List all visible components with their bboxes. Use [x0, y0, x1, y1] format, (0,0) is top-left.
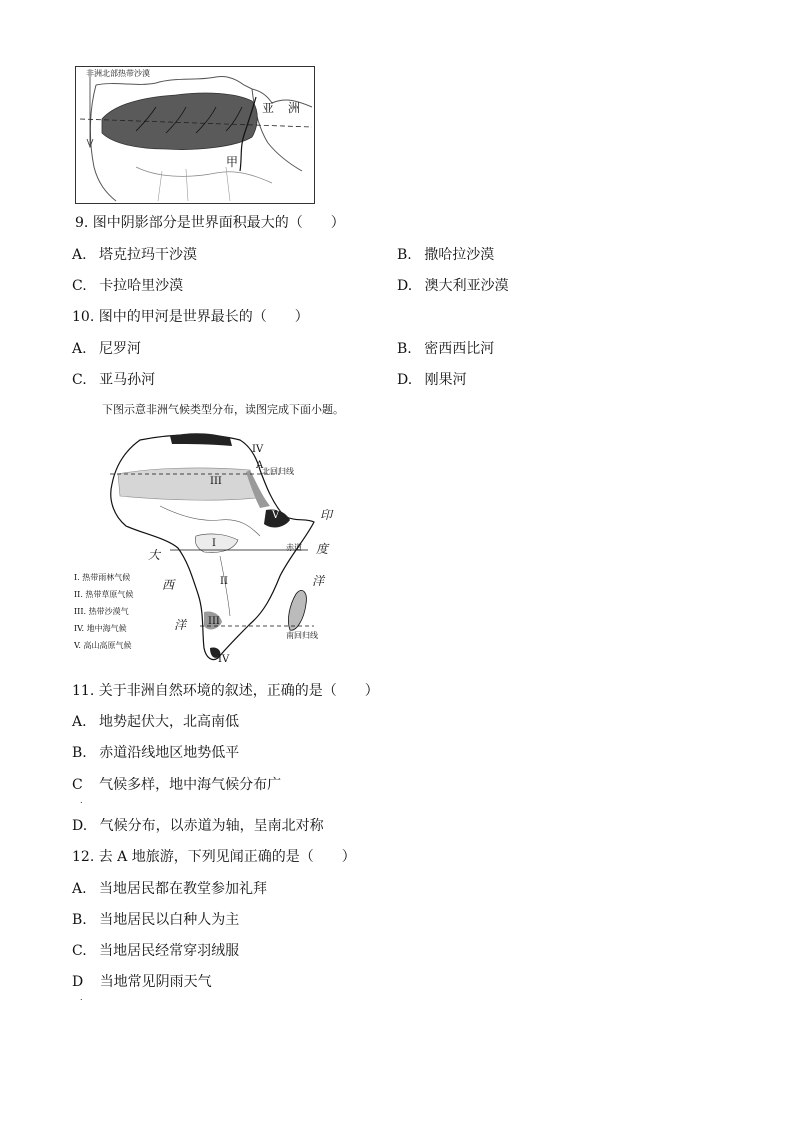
option-text: 密西西比河 — [424, 341, 495, 357]
option-letter: D. — [72, 818, 88, 834]
q11-option-b[interactable] — [72, 744, 239, 762]
label-iv-north: IV — [252, 444, 264, 455]
option-text: 气候多样，地中海气候分布广 — [99, 777, 282, 793]
label-equator: 赤道 — [286, 543, 302, 552]
stray-dot: . — [80, 993, 83, 1002]
legend-item: V. 高山高原气候 — [74, 641, 132, 650]
label-iii-south: III — [208, 616, 220, 627]
q11-option-a[interactable] — [72, 713, 239, 731]
q12-option-b[interactable] — [72, 911, 239, 929]
sahel-border — [136, 167, 272, 183]
label-yang2: 洋 — [174, 618, 187, 632]
option-text: 当地居民都在教堂参加礼拜 — [99, 881, 268, 897]
option-letter: A. — [72, 247, 87, 263]
stray-dot: . — [80, 796, 83, 805]
climate-intro-text: 下图示意非洲气候类型分布，读图完成下面小题。 — [102, 403, 344, 416]
option-text: 当地常见阴雨天气 — [99, 974, 212, 990]
option-letter: A. — [72, 714, 87, 730]
option-text: 塔克拉玛干沙漠 — [99, 247, 198, 263]
option-letter: B. — [72, 912, 87, 928]
label-yang: 洋 — [312, 574, 325, 588]
q10-option-c[interactable] — [72, 371, 155, 389]
q9-option-c[interactable] — [72, 277, 183, 295]
label-da: 大 — [148, 548, 161, 562]
q9-option-a[interactable] — [72, 246, 197, 264]
africa-climate-map — [74, 426, 350, 672]
question-11-stem: 11. 关于非洲自然环境的叙述，正确的是（ ） — [72, 683, 379, 699]
option-letter: B. — [397, 341, 412, 357]
option-text: 当地居民经常穿羽绒服 — [99, 943, 240, 959]
option-letter: C. — [72, 372, 87, 388]
label-i: I — [212, 538, 216, 549]
option-letter: B. — [72, 745, 87, 761]
label-xi: 西 — [162, 578, 175, 592]
legend-item: I. 热带雨林气候 — [74, 573, 131, 582]
label-iii-north: III — [210, 476, 222, 487]
zone-iii-north — [118, 468, 256, 500]
legend-item: II. 热带草原气候 — [74, 590, 134, 599]
option-letter: C — [72, 777, 83, 793]
option-letter: D. — [397, 278, 413, 294]
q10-option-d[interactable] — [397, 371, 467, 389]
option-text: 澳大利亚沙漠 — [424, 278, 509, 294]
option-letter: C. — [72, 943, 87, 959]
climate-legend — [74, 572, 133, 651]
option-letter: D. — [397, 372, 413, 388]
option-text: 尼罗河 — [99, 341, 142, 357]
option-letter: C. — [72, 278, 87, 294]
option-letter: A. — [72, 341, 87, 357]
label-yin: 印 — [320, 508, 333, 522]
q9-option-d[interactable] — [397, 277, 509, 295]
option-letter: A. — [72, 881, 87, 897]
question-12-stem: 12. 去 A 地旅游，下列见闻正确的是（ ） — [72, 849, 356, 865]
q12-option-c[interactable] — [72, 942, 239, 960]
question-10-stem: 10. 图中的甲河是世界最长的（ ） — [72, 309, 309, 325]
label-jia: 甲 — [226, 155, 239, 169]
q9-option-b[interactable] — [397, 246, 494, 264]
figure1-title: 非洲北部热带沙漠 — [86, 69, 150, 78]
option-text: 地势起伏大，北高南低 — [99, 714, 240, 730]
legend-item: III. 热带沙漠气 — [74, 607, 129, 616]
sahara-map-figure — [75, 66, 315, 204]
option-text: 气候分布，以赤道为轴，呈南北对称 — [99, 818, 324, 834]
q12-option-d[interactable] — [72, 973, 212, 991]
label-a: A — [256, 460, 264, 471]
label-asia-2: 洲 — [288, 101, 301, 115]
option-text: 赤道沿线地区地势低平 — [99, 745, 240, 761]
label-v: V — [272, 510, 280, 521]
sahara-map-svg — [76, 67, 314, 203]
madagascar — [288, 590, 306, 630]
option-text: 亚马孙河 — [99, 372, 156, 388]
option-text: 刚果河 — [424, 372, 467, 388]
label-south-tropic: 南回归线 — [286, 631, 318, 640]
option-text: 卡拉哈里沙漠 — [99, 278, 184, 294]
q10-option-a[interactable] — [72, 340, 141, 358]
q12-option-a[interactable] — [72, 880, 267, 898]
question-9-stem: 9. 图中阴影部分是世界面积最大的（ ） — [75, 215, 345, 231]
label-iv-south: IV — [218, 654, 230, 665]
label-asia-1: 亚 — [262, 101, 275, 115]
q11-option-d[interactable] — [72, 817, 324, 835]
q10-option-b[interactable] — [397, 340, 494, 358]
label-north-tropic: 北回归线 — [262, 467, 294, 476]
label-ii: II — [220, 576, 228, 587]
option-letter: B. — [397, 247, 412, 263]
option-letter: D — [72, 974, 84, 990]
label-du: 度 — [316, 542, 329, 556]
option-text: 当地居民以白种人为主 — [99, 912, 240, 928]
option-text: 撒哈拉沙漠 — [424, 247, 495, 263]
west-coast — [90, 85, 116, 201]
legend-item: IV. 地中海气候 — [74, 624, 127, 633]
q11-option-c[interactable] — [72, 776, 281, 794]
